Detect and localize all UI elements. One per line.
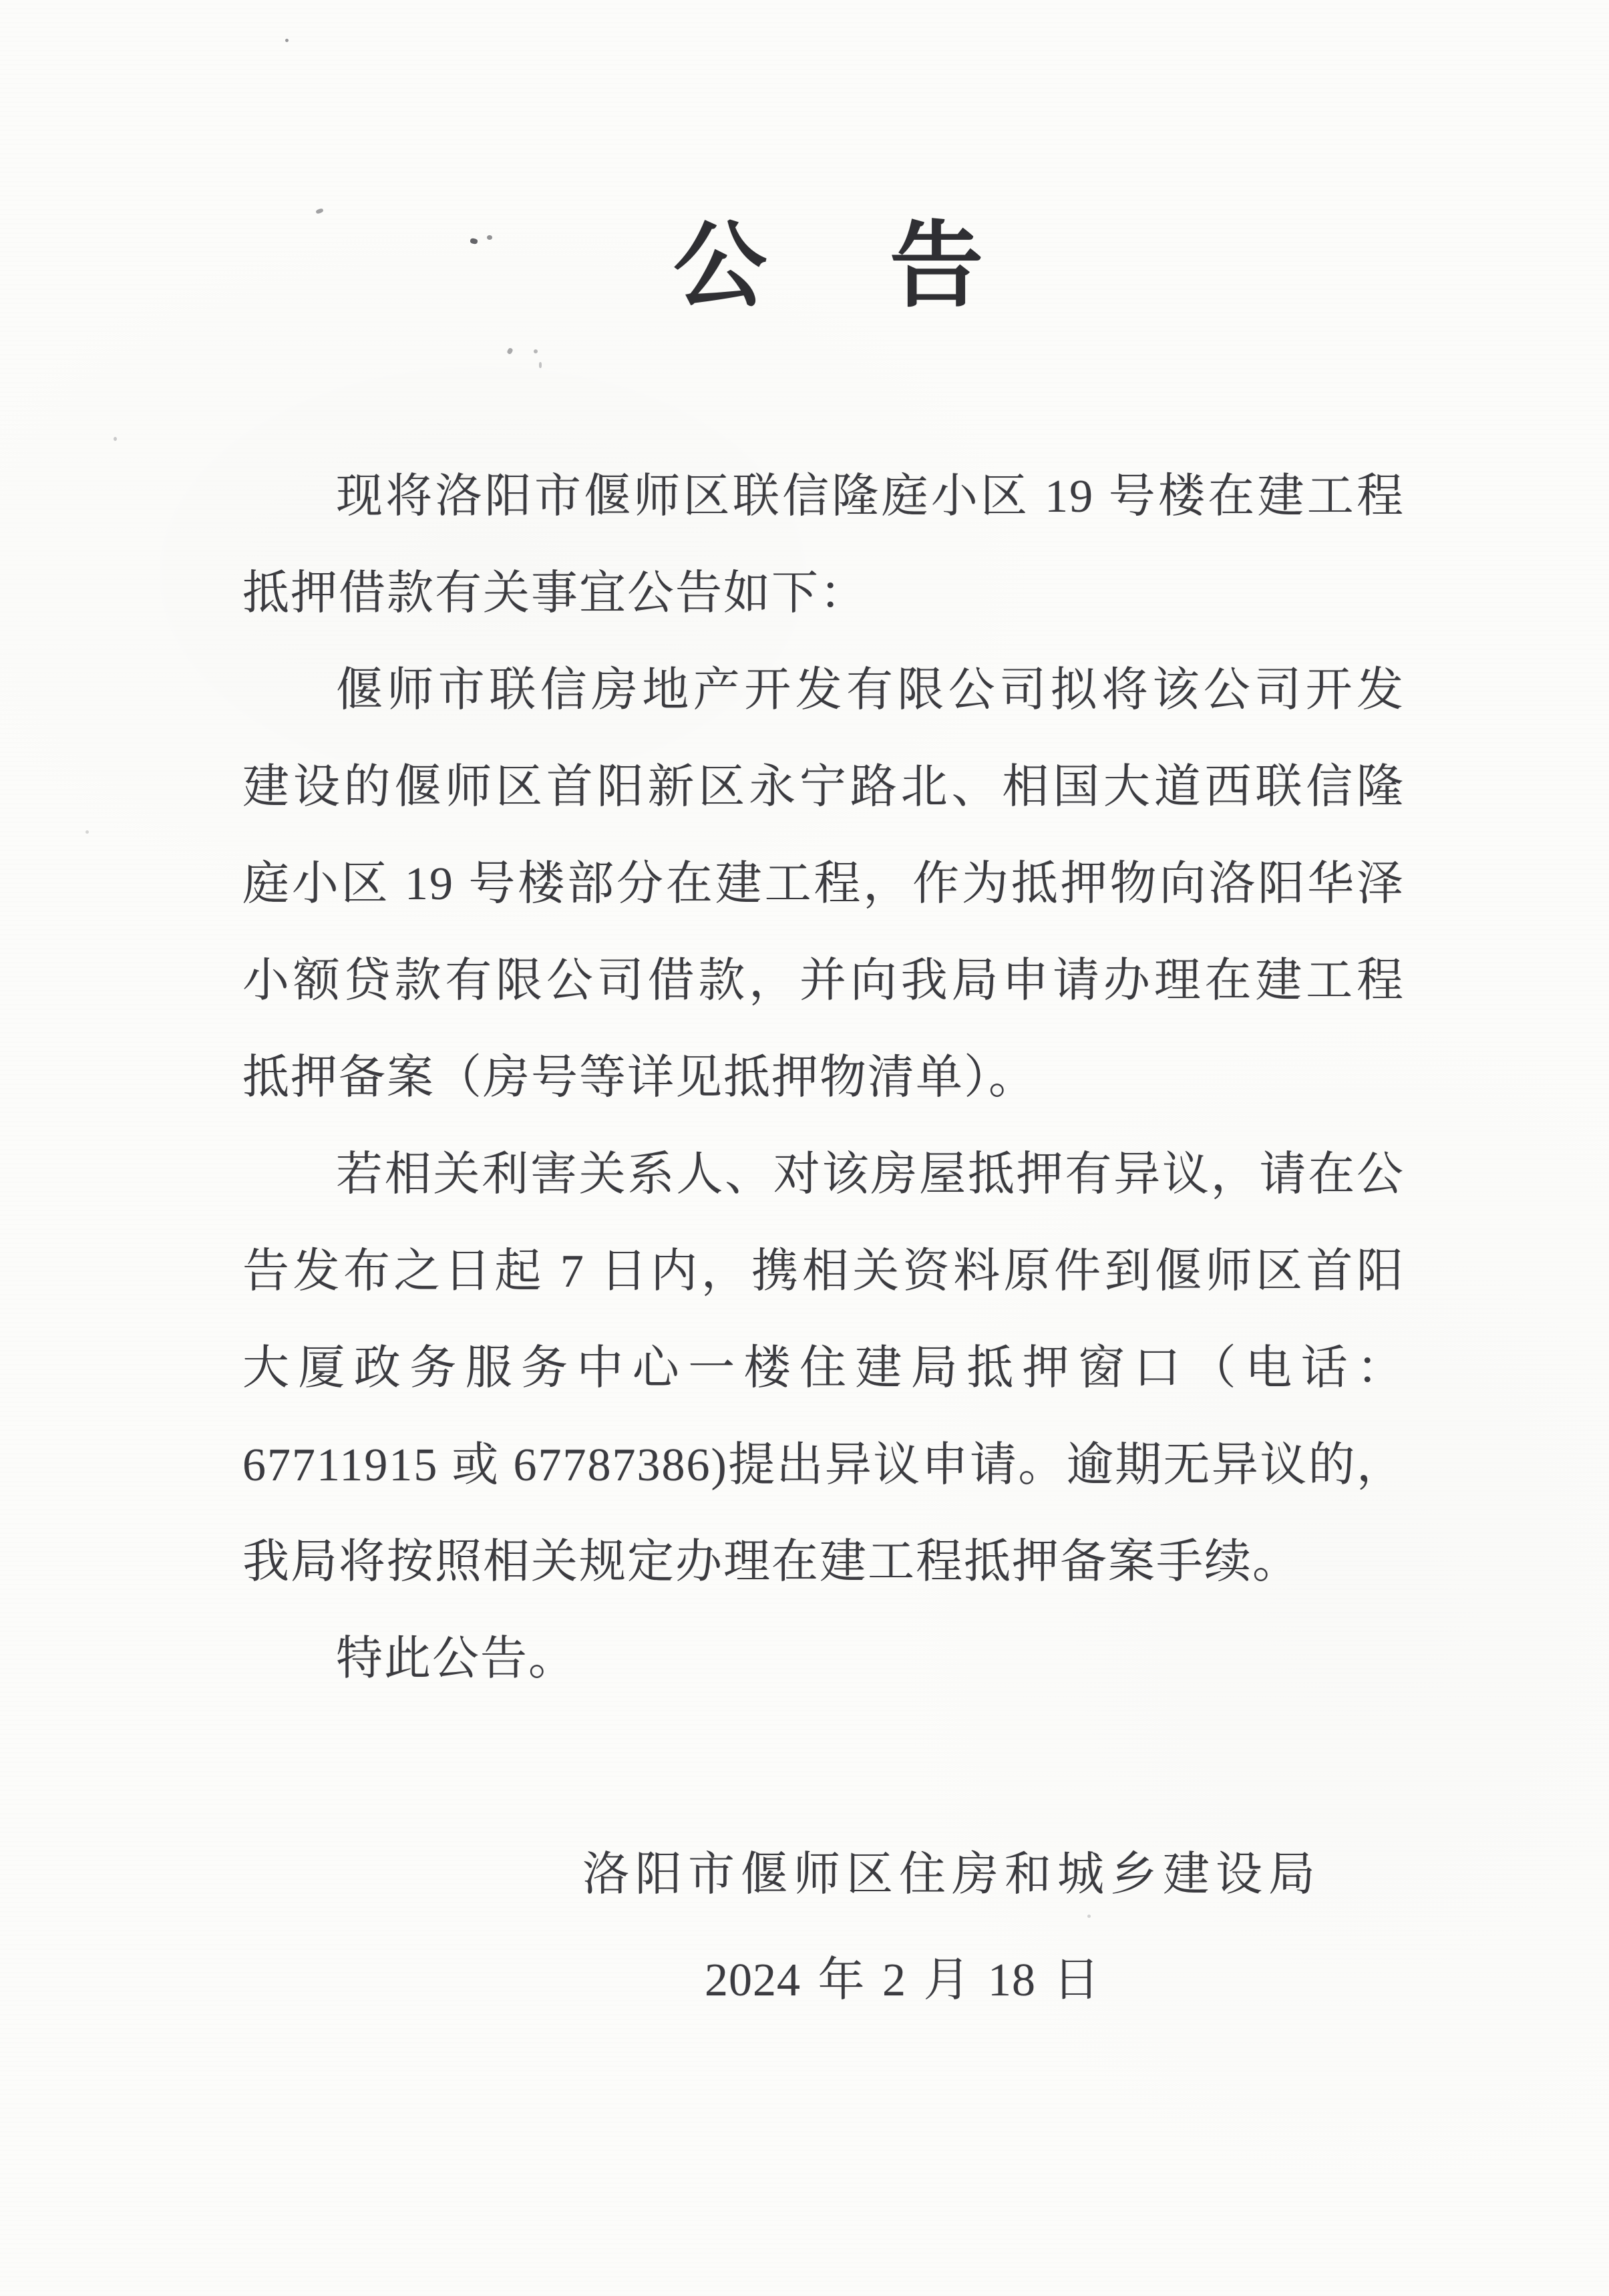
scan-speck <box>534 349 538 353</box>
notice-title: 公 告 <box>673 215 999 319</box>
scan-speck <box>1087 1915 1091 1918</box>
issuing-authority-signature: 洛阳市偃师区住房和城乡建设局 <box>582 1849 1321 1901</box>
scan-speck <box>487 235 492 240</box>
body-line-8: 若相关利害关系人、对该房屋抵押有异议，请在公 <box>336 1149 1405 1200</box>
notice-body <box>242 448 1405 1707</box>
scan-speck <box>539 362 542 368</box>
body-line-12: 我局将按照相关规定办理在建工程抵押备案手续。 <box>242 1536 1300 1588</box>
scan-speck <box>85 830 89 834</box>
notice-date: 2024 年 2 月 18 日 <box>705 1955 1101 2006</box>
scan-speck <box>285 39 289 42</box>
body-line-10: 大厦政务服务中心一楼住建局抵押窗口（电话： <box>242 1343 1405 1394</box>
body-line-11: 67711915 或 67787386)提出异议申请。逾期无异议的， <box>242 1440 1405 1491</box>
body-line-3: 偃师市联信房地产开发有限公司拟将该公司开发 <box>336 665 1405 716</box>
body-line-4: 建设的偃师区首阳新区永宁路北、相国大道西联信隆 <box>242 762 1405 813</box>
scan-speck <box>506 347 514 355</box>
body-line-2: 抵押借款有关事宜公告如下： <box>242 568 868 619</box>
body-line-6: 小额贷款有限公司借款，并向我局申请办理在建工程 <box>242 955 1405 1007</box>
body-line-1: 现将洛阳市偃师区联信隆庭小区 19 号楼在建工程 <box>336 471 1405 522</box>
body-line-5: 庭小区 19 号楼部分在建工程，作为抵押物向洛阳华泽 <box>242 858 1405 910</box>
scan-speck <box>470 238 478 244</box>
body-line-7: 抵押备案（房号等详见抵押物清单）。 <box>242 1052 1037 1104</box>
scan-speck <box>114 437 117 441</box>
body-line-9: 告发布之日起 7 日内，携相关资料原件到偃师区首阳 <box>242 1246 1405 1297</box>
scan-speck <box>315 208 323 214</box>
body-line-13: 特此公告。 <box>336 1633 576 1685</box>
